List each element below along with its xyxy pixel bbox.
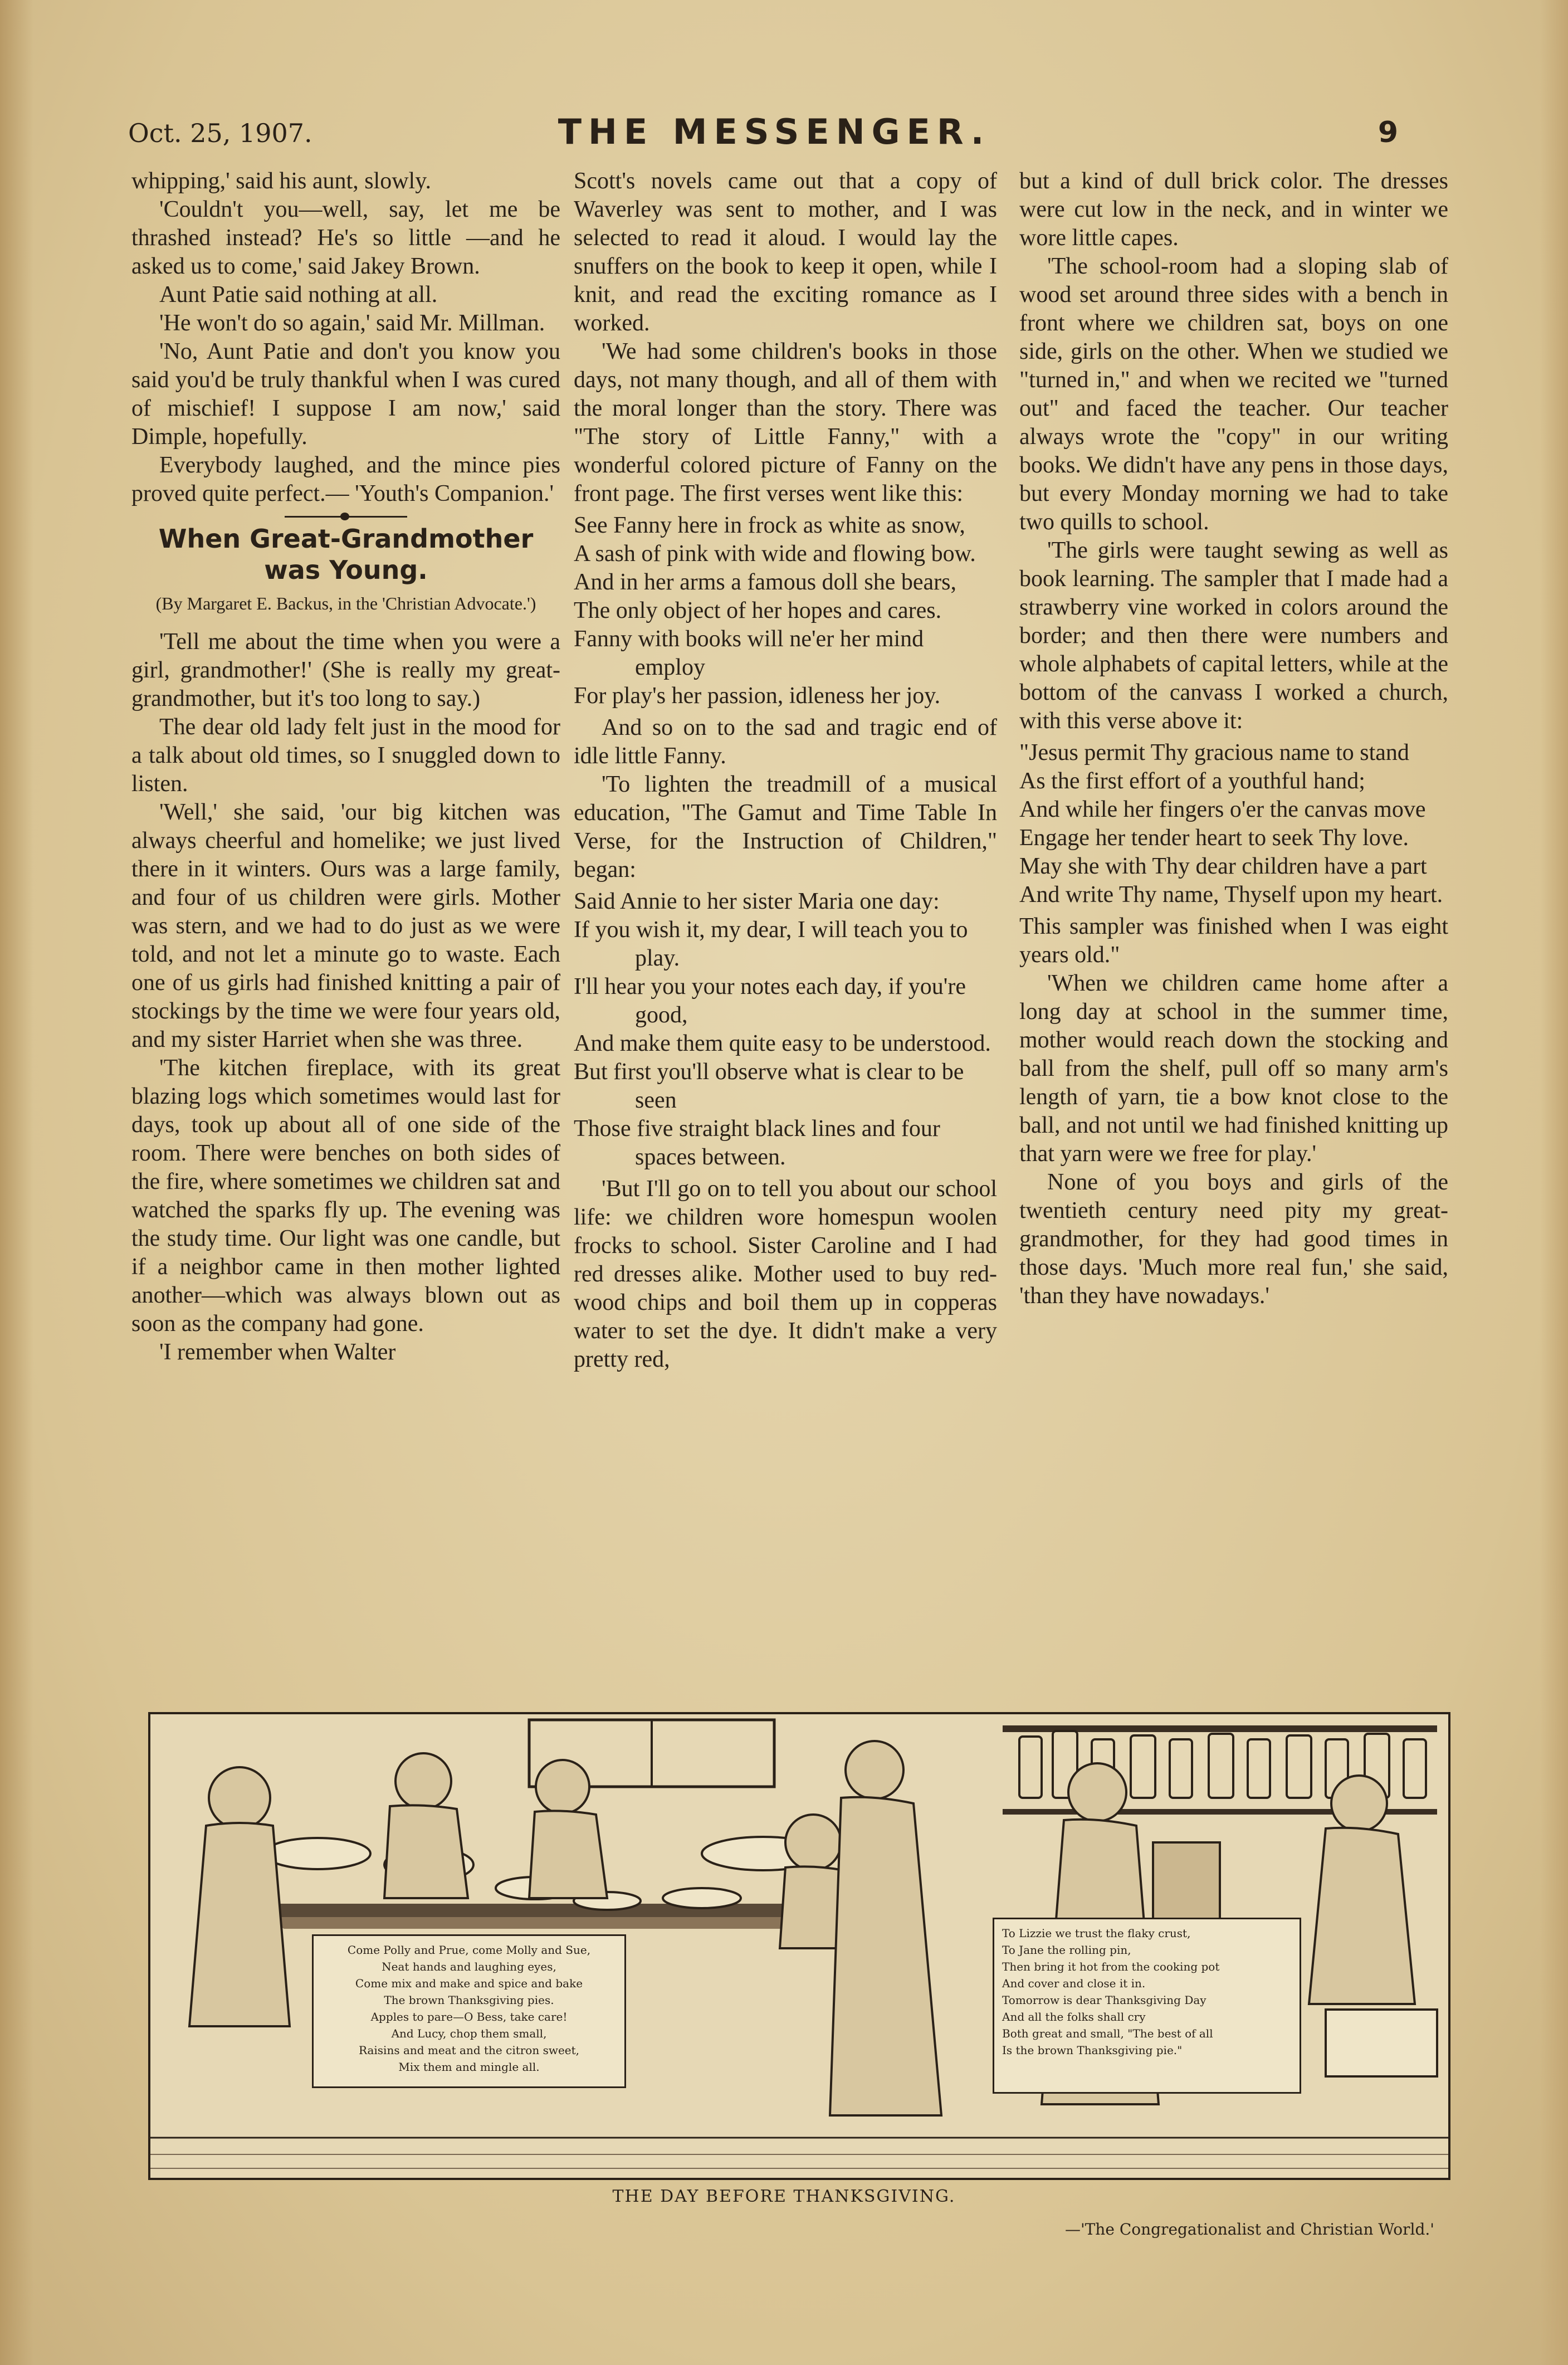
verse-line: Said Annie to her sister Maria one day:: [574, 889, 940, 914]
card-line: And all the folks shall cry: [1002, 2010, 1146, 2023]
section-divider: [285, 516, 407, 518]
card-line: Is the brown Thanksgiving pie.": [1002, 2044, 1183, 2057]
page-shadow-right: [1540, 0, 1568, 2365]
article-title-line: When Great-Grandmother: [158, 524, 534, 554]
verse-line: A sash of pink with wide and flowing bow.: [574, 541, 976, 567]
paragraph: 'The girls were taught sewing as well as book learning. The sampler that I made had a strawberry vine worked in colors around the border; and then there were numbers and whole alphabets of capital letters, while at the bottom of the canvass I worked a church, with this verse above it:: [1019, 538, 1448, 734]
paragraph: 'I remember when Walter: [159, 1339, 396, 1365]
verse-line: And while her fingers o'er the canvas move: [1019, 797, 1426, 822]
paragraph: 'He won't do so again,' said Mr. Millman.: [159, 310, 545, 336]
paragraph: Scott's novels came out that a copy of Waverley was sent to mother, and I was selected to read it aloud. I would lay the snuffers on the book to keep it open, while I knit, and read the exciting romance as I worked.: [574, 168, 997, 336]
thanksgiving-illustration: [148, 1712, 1450, 2180]
paragraph: 'The kitchen fireplace, with its great blazing logs which sometimes would last for days, took up about all of one side of the room. There were benches on both sides of the fire, where sometimes we children sat and watched the sparks fly up. The evening was the study time. Our light was one candle, but if a neighbor came in then mother lighted another—which was always blown out as soon as the company had gone.: [131, 1055, 560, 1337]
paragraph: None of you boys and girls of the twentieth century need pity my great-grandmother, for they had good times in those days. 'Much more real fun,' she said, 'than they have nowadays.': [1019, 1169, 1448, 1309]
paragraph: The dear old lady felt just in the mood for a talk about old times, so I snuggled down to listen.: [131, 714, 560, 797]
paragraph: And so on to the sad and tragic end of idle little Fanny.: [574, 715, 997, 769]
paragraph: whipping,' said his aunt, slowly.: [131, 168, 432, 194]
card-line: Then bring it hot from the cooking pot: [1002, 1960, 1220, 1973]
column-3: [1019, 167, 1448, 1310]
column-2: [574, 167, 997, 1374]
verse-card-right: [993, 1918, 1301, 2094]
illustration-credit: —'The Congregationalist and Christian World.': [1064, 2220, 1434, 2239]
verse-line: May she with Thy dear children have a part: [1019, 854, 1427, 879]
paragraph: 'We had some children's books in those days, not many though, and all of them with the moral longer than the story. There was "The story of Little Fanny," with a wonderful colored picture of Fanny on the front page. The first verses went like this:: [574, 339, 997, 506]
article-title: [131, 523, 560, 586]
verse-line: Those five straight black lines and four spaces between.: [574, 1116, 940, 1170]
paragraph: 'The school-room had a sloping slab of wood set around three sides with a bench in front where we children sat, boys on one side, girls on the other. When we studied we "turned in," and when we recited we "turned out" and faced the teacher. Our teacher always wrote the "copy" in our writing books. We didn't have any pens in those days, but every Monday morning we had to take two quills to school.: [1019, 253, 1448, 535]
article-byline: (By Margaret E. Backus, in the 'Christian Advocate.'): [155, 593, 536, 613]
card-line: Tomorrow is dear Thanksgiving Day: [1002, 1993, 1206, 2007]
issue-date: Oct. 25, 1907.: [128, 118, 312, 148]
verse-little-fanny: [574, 511, 997, 710]
paragraph: 'No, Aunt Patie and don't you know you said you'd be truly thankful when I was cured of mischief! I suppose I am now,' said Dimple, hopefully.: [131, 339, 560, 450]
verse-line: And in her arms a famous doll she bears,: [574, 569, 956, 595]
paragraph: Aunt Patie said nothing at all.: [159, 282, 438, 308]
verse-line: Fanny with books will ne'er her mind employ: [574, 626, 924, 680]
verse-line: Engage her tender heart to seek Thy love.: [1019, 825, 1409, 851]
verse-line: If you wish it, my dear, I will teach you to play.: [574, 917, 968, 971]
card-line: And Lucy, chop them small,: [391, 2027, 547, 2040]
card-line: Both great and small, "The best of all: [1002, 2027, 1213, 2040]
paragraph: 'Couldn't you—well, say, let me be thrashed instead? He's so little —and he asked us to come,' said Jakey Brown.: [131, 197, 560, 279]
card-line: To Jane the rolling pin,: [1002, 1943, 1131, 1957]
verse-line: For play's her passion, idleness her joy.: [574, 683, 941, 709]
column-1: [131, 167, 560, 1367]
card-line: Mix them and mingle all.: [398, 2060, 540, 2074]
page-number: 9: [1378, 116, 1398, 149]
paragraph: 'But I'll go on to tell you about our school life: we children wore homespun woolen frocks to school. Sister Caroline and I had red dresses alike. Mother used to buy red-wood chips and boil them up in copperas water to set the dye. It didn't make a very pretty red,: [574, 1176, 997, 1372]
paragraph: but a kind of dull brick color. The dresses were cut low in the neck, and in winter we wore little capes.: [1019, 168, 1448, 251]
masthead-title: THE MESSENGER.: [558, 111, 991, 152]
illustration-caption: THE DAY BEFORE THANKSGIVING.: [612, 2187, 956, 2206]
paragraph: 'Well,' she said, 'our big kitchen was always cheerful and homelike; we just lived there in it winters. Ours was a large family, and four of us children were girls. Mother was stern, and we had to do just as we were told, and not let a minute go to waste. Each one of us girls had finished knitting a pair of stockings by the time we were four years old, and my sister Harriet when she was three.: [131, 799, 560, 1052]
verse-gamut: [574, 888, 997, 1172]
verse-line: "Jesus permit Thy gracious name to stand: [1019, 740, 1409, 765]
verse-line: As the first effort of a youthful hand;: [1019, 768, 1365, 794]
card-line: Come Polly and Prue, come Molly and Sue,: [347, 1943, 591, 1957]
article-title-line: was Young.: [264, 555, 428, 585]
card-line: Come mix and make and spice and bake: [355, 1977, 583, 1990]
card-line: Neat hands and laughing eyes,: [382, 1960, 556, 1973]
card-line: Raisins and meat and the citron sweet,: [358, 2044, 580, 2057]
paragraph: 'To lighten the treadmill of a musical education, "The Gamut and Time Table In Verse, for the Instruction of Children," began:: [574, 772, 997, 882]
paragraph: Everybody laughed, and the mince pies proved quite perfect.— 'Youth's Companion.': [131, 452, 560, 506]
verse-line: The only object of her hopes and cares.: [574, 598, 942, 623]
card-line: The brown Thanksgiving pies.: [384, 1993, 554, 2007]
card-line: And cover and close it in.: [1002, 1977, 1146, 1990]
verse-line: See Fanny here in frock as white as snow,: [574, 513, 965, 538]
paragraph: 'Tell me about the time when you were a girl, grandmother!' (She is really my great-grandmother, but it's too long to say.): [131, 629, 560, 711]
paragraph: 'When we children came home after a long day at school in the summer time, mother would reach down the stocking and ball from the shelf, pull off so many arm's length of yarn, tie a bow knot close to the ball, and not until we had finished knitting up that yarn were we free for play.': [1019, 971, 1448, 1167]
verse-line: But first you'll observe what is clear to be seen: [574, 1059, 964, 1113]
verse-line: And write Thy name, Thyself upon my heart.: [1019, 882, 1443, 908]
verse-line: And make them quite easy to be understood.: [574, 1031, 991, 1056]
card-line: Apples to pare—O Bess, take care!: [370, 2010, 568, 2023]
verse-line: I'll hear you your notes each day, if you're good,: [574, 974, 966, 1028]
page-header: [128, 111, 1420, 162]
paragraph: This sampler was finished when I was eight years old.": [1019, 914, 1448, 968]
card-line: To Lizzie we trust the flaky crust,: [1002, 1927, 1191, 1940]
verse-card-left: [312, 1934, 626, 2088]
verse-sampler: [1019, 739, 1448, 909]
page-shadow-left: [0, 0, 33, 2365]
